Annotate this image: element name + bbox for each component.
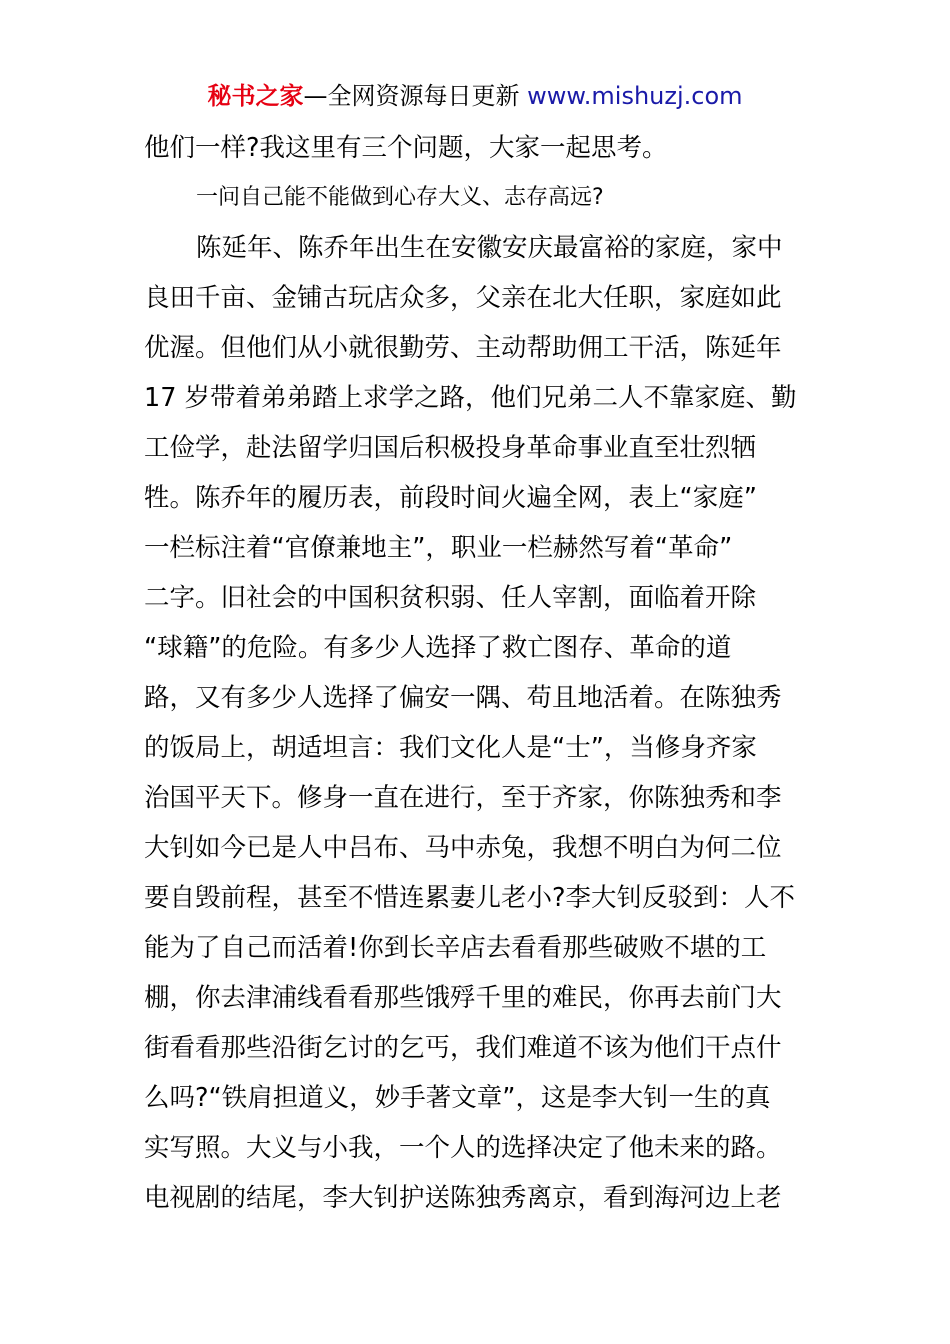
- text-line: 的饭局上，胡适坦言：我们文化人是“士”，当修身齐家: [144, 733, 757, 763]
- text-line: 要自毁前程，甚至不惜连累妻儿老小?李大钊反驳到：人不: [144, 883, 796, 913]
- text-line: 陈延年、陈乔年出生在安徽安庆最富裕的家庭，家中: [196, 233, 783, 263]
- text-line: 街看看那些沿街乞讨的乞丐，我们难道不该为他们干点什: [144, 1033, 782, 1063]
- text-line: 工俭学，赴法留学归国后积极投身革命事业直至壮烈牺: [144, 433, 757, 463]
- body-text: [144, 123, 808, 1223]
- text-line: 一栏标注着“官僚兼地主”，职业一栏赫然写着“革命”: [144, 533, 733, 563]
- page-header: [0, 80, 950, 112]
- text-line: 他们一样?我这里有三个问题，大家一起思考。: [144, 133, 668, 163]
- text-line: 能为了自己而活着!你到长辛店去看看那些破败不堪的工: [144, 933, 767, 963]
- text-line: 治国平天下。修身一直在进行，至于齐家，你陈独秀和李: [144, 783, 782, 813]
- text-line: 大钊如今已是人中吕布、马中赤兔，我想不明白为何二位: [144, 833, 782, 863]
- text-line: 路，又有多少人选择了偏安一隅、苟且地活着。在陈独秀: [144, 683, 782, 713]
- text-line: 么吗?“铁肩担道义，妙手著文章”，这是李大钊一生的真: [144, 1083, 771, 1113]
- text-line: 电视剧的结尾，李大钊护送陈独秀离京，看到海河边上老: [144, 1183, 782, 1213]
- text-line: 良田千亩、金铺古玩店众多，父亲在北大任职，家庭如此: [144, 283, 782, 313]
- header-tagline: —全网资源每日更新: [303, 82, 528, 110]
- text-line: 牲。陈乔年的履历表，前段时间火遍全网，表上“家庭”: [144, 483, 757, 513]
- text-line: 一问自己能不能做到心存大义、志存高远?: [196, 185, 604, 210]
- text-line: 棚，你去津浦线看看那些饿殍千里的难民，你再去前门大: [144, 983, 782, 1013]
- text-line: 17 岁带着弟弟踏上求学之路，他们兄弟二人不靠家庭、勤: [144, 383, 797, 413]
- website-link[interactable]: www.mishuzj.com: [527, 82, 743, 110]
- text-line: 实写照。大义与小我，一个人的选择决定了他未来的路。: [144, 1133, 782, 1163]
- text-line: 二字。旧社会的中国积贫积弱、任人宰割，面临着开除: [144, 583, 757, 613]
- text-line: “球籍”的危险。有多少人选择了救亡图存、革命的道: [144, 633, 732, 663]
- text-line: 优渥。但他们从小就很勤劳、主动帮助佣工干活，陈延年: [144, 333, 782, 363]
- brand-name: 秘书之家: [207, 82, 304, 110]
